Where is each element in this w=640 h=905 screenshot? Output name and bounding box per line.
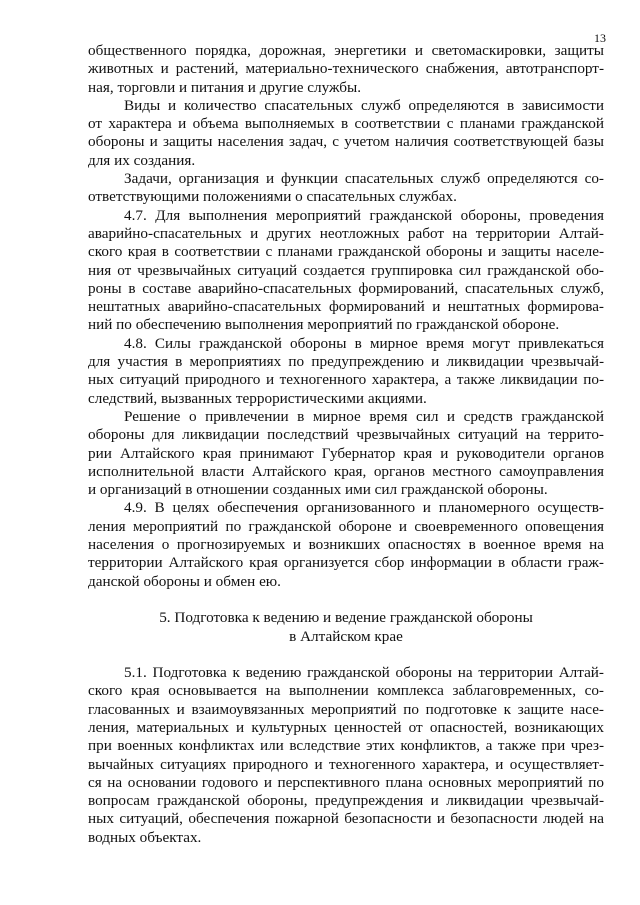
text-line: данской обороны и обмен ею. [88, 572, 281, 590]
text-line: Виды и количество спасательных служб определяются в зависимости [124, 96, 604, 114]
text-line: от характера и объема выполняемых в соответствии с планами гражданской [88, 115, 604, 133]
text-line: ления мероприятий по гражданской обороне и своевременного оповещения [88, 517, 604, 535]
text-line: ся на основании годового и перспективного плана основных мероприятий по [88, 773, 604, 791]
text-line: 5.1. Подготовка к ведению гражданской обороны на территории Алтай- [124, 664, 604, 682]
text-line: ского края основывается на выполнении комплекса заблаговременных, со- [88, 682, 604, 700]
section-heading-line: в Алтайском крае [289, 627, 403, 645]
text-line: и организаций в отношении созданных ими сил гражданской обороны. [88, 481, 548, 499]
paragraph [88, 170, 604, 207]
text-line: вопросам гражданской обороны, предупреждения и ликвидации чрезвычай- [88, 792, 604, 810]
text-line: ского края в соответствии с планами гражданской обороны и защиты населе- [88, 243, 604, 261]
text-line: для участия в мероприятиях по предупреждению и ликвидации чрезвычай- [88, 353, 604, 371]
text-line: ных ситуаций природного и техногенного характера, а также ликвидации по- [88, 371, 604, 389]
spacer [88, 591, 604, 609]
text-line: ная, торговли и питания и другие службы. [88, 78, 362, 96]
paragraph [88, 335, 604, 408]
text-line: Решение о привлечении в мирное время сил и средств гражданской [124, 407, 604, 425]
paragraph [88, 97, 604, 170]
text-line: исполнительной власти Алтайского края, органов местного самоуправления [88, 462, 604, 480]
text-line: аварийно-спасательных и других неотложных работ на территории Алтай- [88, 224, 604, 242]
paragraph [88, 207, 604, 335]
text-line: гласованных и взаимоувязанных мероприятий по подготовке к защите насе- [88, 700, 604, 718]
section-heading-line: 5. Подготовка к ведению и ведение гражданской обороны [159, 609, 533, 627]
text-line: обороны и защиты населения задач, с учетом наличия соответствующей базы [88, 133, 604, 151]
text-line: ния от чрезвычайных ситуаций создается группировка сил гражданской обо- [88, 261, 604, 279]
text-line: водных объектах. [88, 828, 202, 846]
text-line: 4.7. Для выполнения мероприятий гражданской обороны, проведения [124, 206, 604, 224]
text-line: вычайных ситуациях природного и техногенного характера, и осуществляет- [88, 755, 604, 773]
text-line: 4.9. В целях обеспечения организованного и планомерного осуществ- [124, 499, 604, 517]
text-line: животных и растений, материально-технического снабжения, автотранспорт- [88, 60, 604, 78]
paragraph [88, 499, 604, 590]
text-line: обороны для ликвидации последствий чрезвычайных ситуаций на террито- [88, 426, 604, 444]
text-line: ний по обеспечению выполнения мероприятий по гражданской обороне. [88, 316, 560, 334]
text-line: ответствующими положениями о спасательных службах. [88, 188, 457, 206]
document-body [88, 42, 604, 847]
text-line: для их создания. [88, 151, 196, 169]
text-line: территории Алтайского края организуется сбор информации в области граж- [88, 554, 604, 572]
text-line: общественного порядка, дорожная, энергетики и светомаскировки, защиты [88, 42, 604, 59]
text-line: населения о прогнозируемых и возникших опасностях в военное время на [88, 536, 604, 554]
section-heading [88, 609, 604, 646]
text-line: 4.8. Силы гражданской обороны в мирное время могут привлекаться [124, 334, 604, 352]
text-line: при военных конфликтах или вследствие этих конфликтов, а также при чрез- [88, 737, 604, 755]
paragraph [88, 664, 604, 847]
paragraph [88, 408, 604, 499]
text-line: рии Алтайского края принимают Губернатор края и руководители органов [88, 444, 604, 462]
text-line: ных ситуаций, обеспечения пожарной безопасности и безопасности людей на [88, 810, 604, 828]
paragraph [88, 42, 604, 97]
page-number: 13 [594, 31, 606, 45]
spacer [88, 646, 604, 664]
text-line: следствий, вызванных террористическими акциями. [88, 389, 427, 407]
text-line: нештатных аварийно-спасательных формирований и нештатных формирова- [88, 298, 604, 316]
text-line: роны в составе аварийно-спасательных формирований, спасательных служб, [88, 279, 604, 297]
text-line: Задачи, организация и функции спасательных служб определяются со- [124, 170, 604, 188]
text-line: ления, материальных и культурных ценностей от опасностей, возникающих [88, 718, 604, 736]
